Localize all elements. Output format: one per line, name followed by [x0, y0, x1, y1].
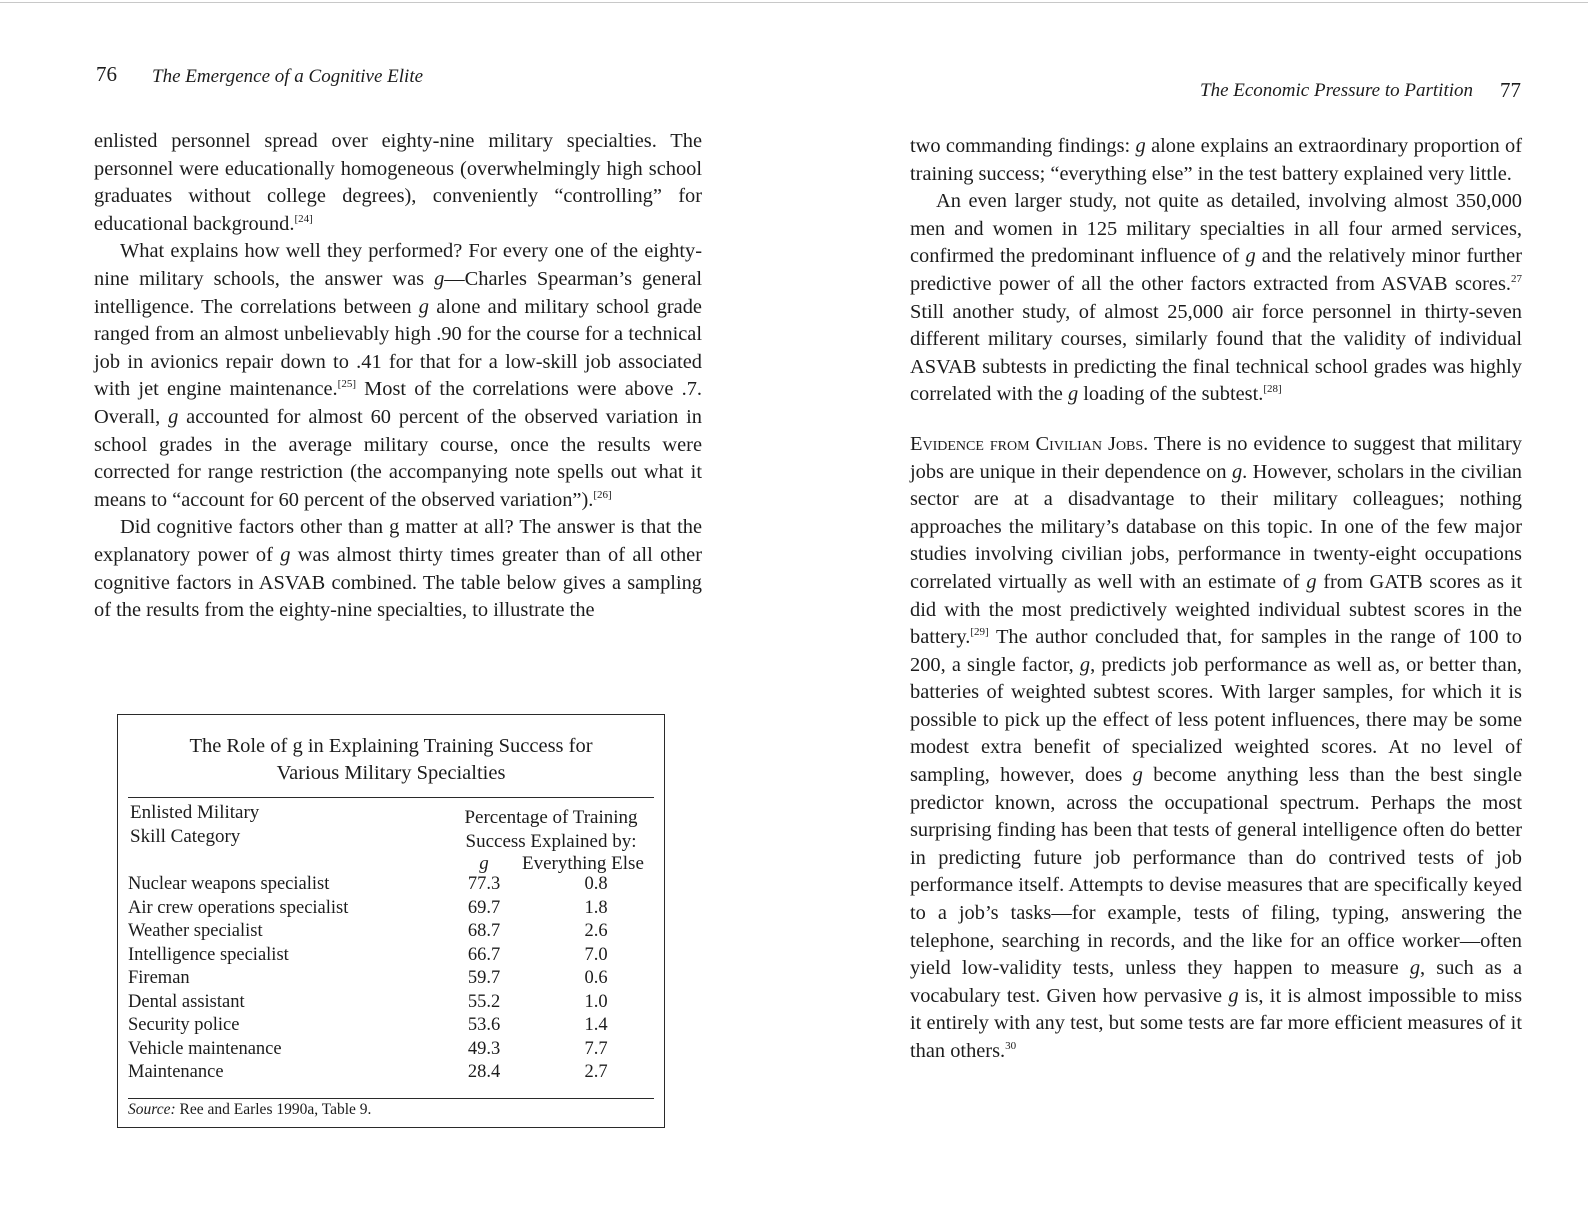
category-cell: Fireman [128, 968, 190, 988]
text-run: alone and military school grade ranged from an almost unbelievably high .90 for the course for a technical job in avionics repair down to .41 for that for a low-skill job associated with jet engine maintenance. [94, 295, 702, 401]
footnote-ref: [26] [593, 488, 612, 501]
paragraph [910, 133, 1522, 188]
header-line: Enlisted Military [130, 802, 260, 823]
category-cell: Air crew operations specialist [128, 897, 349, 918]
else-cell: 0.6 [584, 968, 608, 988]
source-label: Source: [128, 1101, 176, 1118]
table-row [128, 1038, 658, 1062]
page-number: 76 [96, 62, 117, 86]
table-row [128, 991, 658, 1015]
else-cell: 0.8 [584, 874, 608, 894]
text-run: was almost thirty times greater than of all other cognitive factors in ASVAB combined. The table below gives a sampling of the results from the eighty-nine specialties, to illustrate the [94, 543, 703, 622]
table-row [128, 1061, 658, 1085]
table-rule [128, 1098, 654, 1099]
g-cell: 66.7 [467, 944, 501, 965]
else-cell: 7.0 [584, 944, 608, 965]
g-cell: 49.3 [467, 1038, 501, 1059]
body-text [94, 128, 702, 625]
category-cell: Weather specialist [128, 921, 263, 941]
column-header-everything-else: Everything Else [522, 853, 644, 874]
header-line: Percentage of Training [464, 807, 638, 828]
else-cell: 1.0 [584, 991, 608, 1012]
category-cell: Intelligence specialist [128, 944, 289, 965]
table-rule [128, 797, 654, 798]
text-run: , predicts job performance as well as, or better than, batteries of weighted subtest scores. With larger samples, for which it is possible to pick up the effect of less potent influences, there may be some modest extra benefit of specialized weighted scores. At no level of sampling, however, does [910, 653, 1522, 787]
else-cell: 1.8 [584, 897, 608, 918]
text-run: enlisted personnel spread over eighty-nine military specialties. The personnel were educationally homogeneous (overwhelmingly high school graduates without college degrees), conveniently “controlling” for educational background. [94, 130, 702, 235]
page-number: 77 [1500, 78, 1521, 102]
g-cell: 69.7 [467, 897, 501, 918]
table-row [128, 897, 658, 921]
text-run: Most of the correlations were above .7. Overall, [94, 378, 703, 428]
text-run: , such as a vocabulary test. Given how pervasive [910, 957, 1522, 1007]
table-body [128, 873, 658, 1085]
g-symbol: g [1228, 984, 1239, 1007]
text-run: is, it is almost impossible to miss it entirely with any test, but some tests are far more efficient measures of it than others. [910, 984, 1523, 1062]
g-symbol: g [1135, 135, 1146, 157]
results-table [117, 714, 665, 1128]
body-text [910, 133, 1522, 1066]
text-run: —Charles Spearman’s general intelligence. The correlations between [94, 267, 702, 318]
table-row [128, 920, 658, 944]
right-page [794, 0, 1588, 1228]
text-run: become anything less than the best single predictor known, across the occupational spectrum. Perhaps the most surprising finding has been that tests of general intelligence often do better in predicting future job performance than do contrived tests of job performance itself. Attempts to devise measures that are specifically keyed to a job’s tasks—for example, tests of filing, typing, answering the telephone, searching in records, and the like for an office worker—often yield low-validity tests, unless they happen to measure [910, 764, 1522, 980]
g-symbol: g [1132, 764, 1143, 787]
category-cell: Dental assistant [128, 991, 245, 1012]
g-cell: 53.6 [467, 1015, 501, 1035]
footnote-ref: [29] [970, 626, 989, 639]
g-symbol: g [1409, 957, 1421, 980]
paragraph [910, 188, 1522, 409]
column-header-category [130, 801, 259, 849]
table-row [128, 1014, 658, 1038]
text-run: accounted for almost 60 percent of the observed variation in school grades in the average military course, once the results were corrected for range restriction (the accompanying note spells out what it means to “account for 60 percent of the observed variation”). [94, 405, 702, 511]
g-symbol: g [168, 405, 179, 428]
g-cell: 77.3 [467, 874, 501, 894]
category-cell: Maintenance [128, 1062, 224, 1082]
paragraph [94, 128, 702, 238]
header-line: Skill Category [130, 826, 241, 847]
text-run: Still another study, of almost 25,000 air force personnel in thirty-seven different military courses, similarly found that the validity of individual ASVAB subtests in predicting the final technical school grades was highly correlated with the [910, 300, 1522, 406]
g-symbol: g [1245, 245, 1256, 268]
text-run: There is no evidence to suggest that military jobs are unique in their dependence on [910, 432, 1522, 483]
column-header-percentage [456, 806, 646, 854]
column-header-g: g [479, 853, 489, 874]
text-run: An even larger study, not quite as detailed, involving almost 350,000 men and women in 125 military specialties in all four armed services, confirmed the predominant influence of [910, 190, 1522, 268]
g-symbol: g [1306, 570, 1317, 593]
running-head: The Emergence of a Cognitive Elite [152, 66, 424, 87]
footnote-ref: 27 [1511, 273, 1522, 286]
text-run: . However, scholars in the civilian sector are at a disadvantage to their military colleagues; nothing approaches the military’s database on this topic. In one of the few major studies involving civilian jobs, performance in twenty-eight occupations correlated virtually as well with an estimate of [910, 460, 1522, 593]
footnote-ref: 30 [1005, 1040, 1017, 1053]
g-symbol: g [1231, 460, 1243, 483]
text-run: from GATB scores as it did with the most predictively weighted individual subtest scores in the battery. [910, 570, 1522, 649]
text-run: The author concluded that, for samples in the range of 100 to 200, a single factor, [910, 626, 1522, 676]
text-run: Did cognitive factors other than g matter at all? The answer is that the explanatory power of [94, 516, 702, 566]
else-cell: 1.4 [584, 1015, 608, 1035]
table-title [118, 733, 664, 787]
text-run: two commanding findings: [910, 135, 1136, 157]
footnote-ref: [28] [1263, 383, 1282, 396]
g-symbol: g [434, 267, 445, 290]
footnote-ref: [25] [337, 378, 356, 391]
section-heading: Evidence from Civilian Jobs. [910, 432, 1149, 455]
g-cell: 28.4 [467, 1062, 501, 1082]
paragraph [94, 238, 702, 514]
paragraph [910, 431, 1522, 1066]
paragraph [94, 514, 702, 624]
else-cell: 2.6 [584, 921, 608, 941]
g-symbol: g [418, 295, 429, 318]
g-cell: 59.7 [467, 968, 501, 988]
table-row [128, 944, 658, 968]
g-cell: 68.7 [467, 921, 501, 941]
text-run: and the relatively minor further predictive power of all the other factors extracted from ASVAB scores. [910, 245, 1522, 295]
text-run: What explains how well they performed? For every one of the eighty-nine military schools, the answer was [94, 240, 702, 290]
table-row [128, 873, 658, 897]
table-title-line: The Role of g in Explaining Training Success for [189, 735, 593, 757]
footnote-ref: [24] [294, 212, 313, 225]
category-cell: Security police [128, 1015, 240, 1035]
table-row [128, 967, 658, 991]
g-symbol: g [1079, 653, 1091, 676]
source-text: Ree and Earles 1990a, Table 9. [175, 1101, 372, 1118]
table-title-line: Various Military Specialties [276, 762, 506, 784]
text-run: loading of the subtest. [1078, 383, 1264, 406]
g-symbol: g [1067, 383, 1079, 406]
text-run: alone explains an extraordinary proportion of training success; “everything else” in the test battery explained very little. [910, 135, 1522, 185]
else-cell: 2.7 [584, 1062, 608, 1082]
g-cell: 55.2 [467, 991, 501, 1012]
category-cell: Vehicle maintenance [128, 1038, 282, 1059]
category-cell: Nuclear weapons specialist [128, 874, 330, 894]
running-head: The Economic Pressure to Partition [1200, 80, 1474, 101]
else-cell: 7.7 [584, 1038, 608, 1059]
header-line: Success Explained by: [465, 831, 637, 852]
g-symbol: g [280, 543, 291, 566]
table-source [128, 1101, 371, 1119]
